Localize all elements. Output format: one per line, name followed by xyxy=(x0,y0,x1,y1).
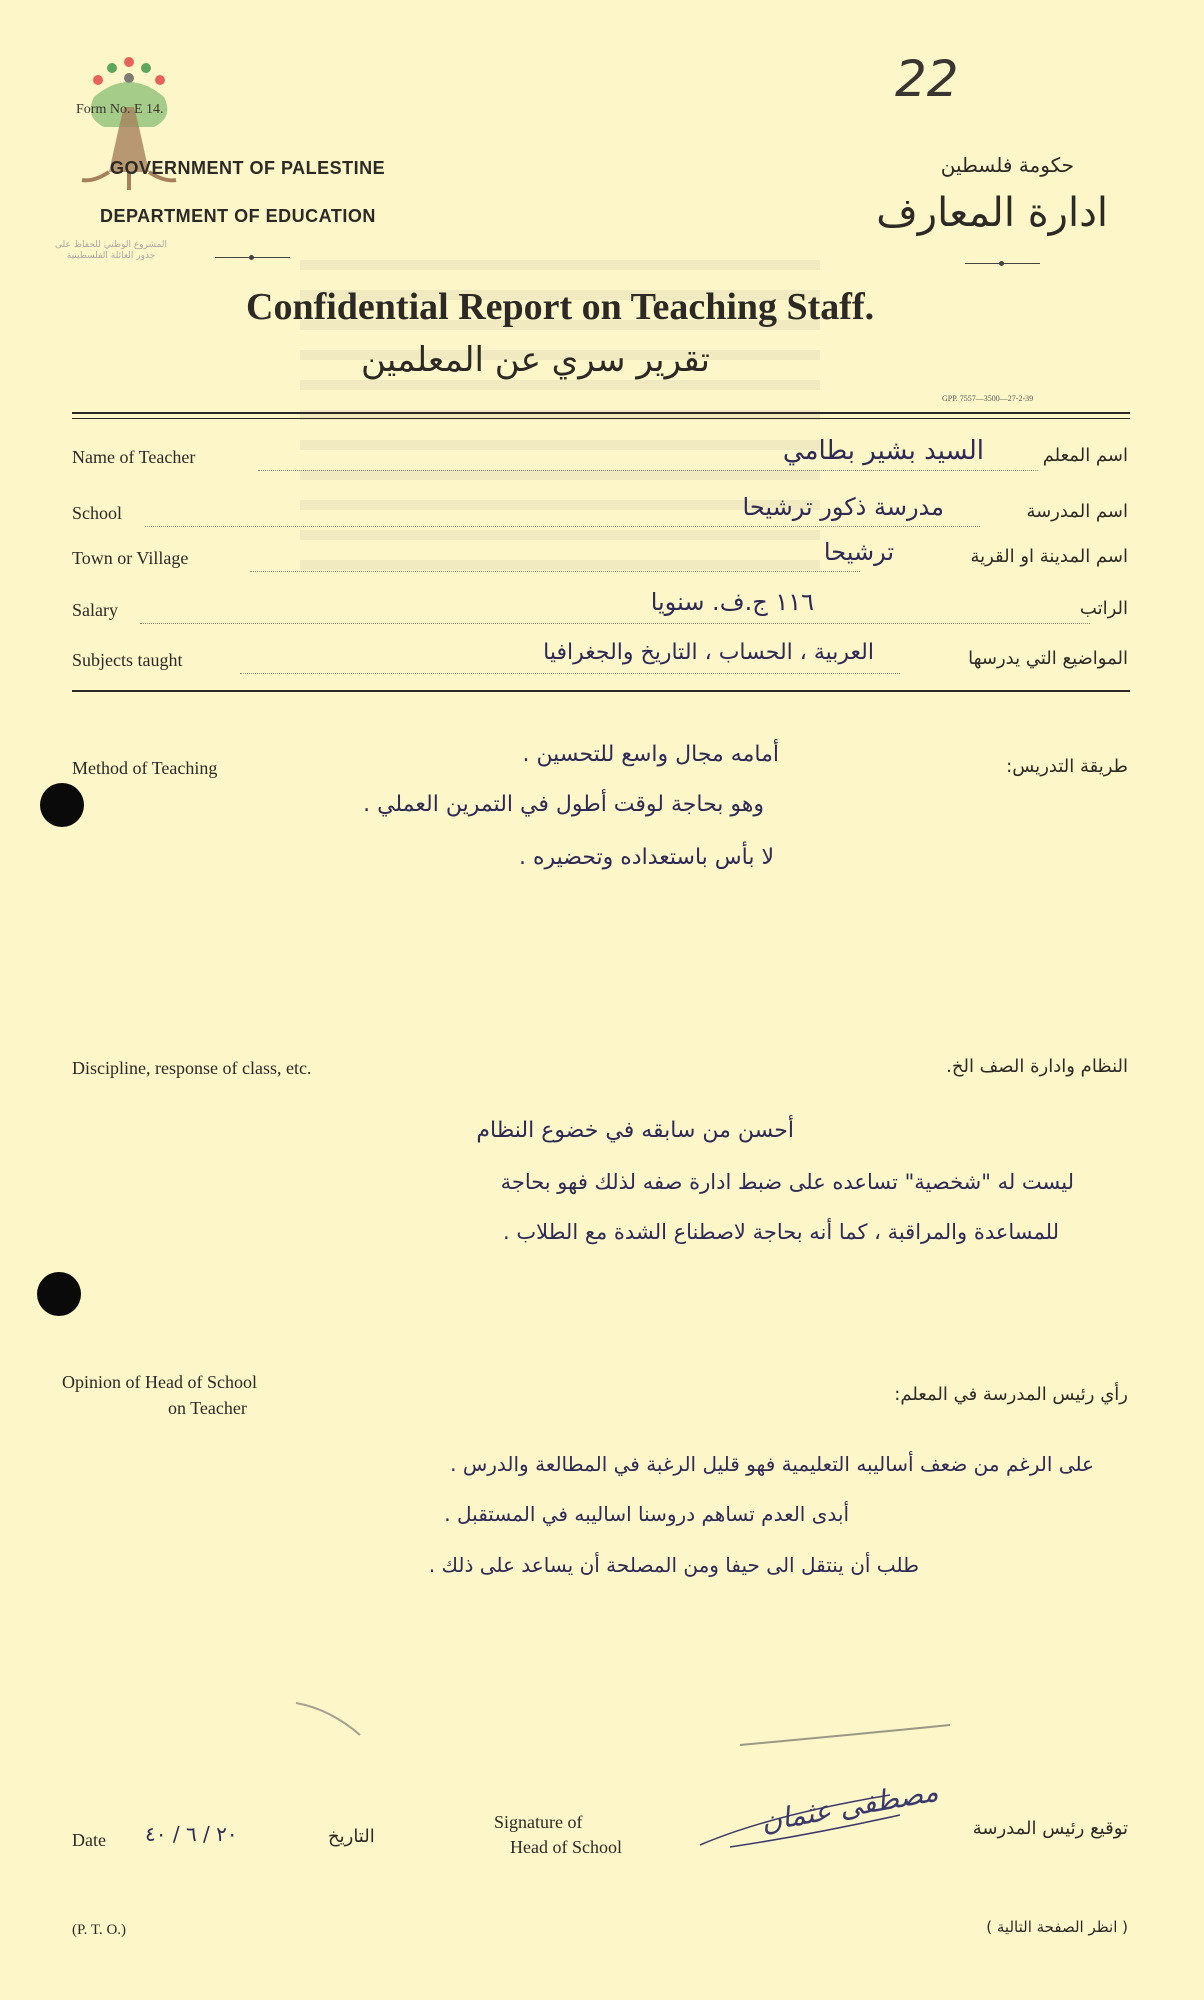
print-code: GPP. 7557—3500—27-2-39 xyxy=(942,394,1034,403)
field-label-en-teacher: Name of Teacher xyxy=(72,447,196,467)
field-line-school xyxy=(145,526,980,527)
government-arabic: حكومة فلسطين xyxy=(940,153,1074,177)
top-rule-thin xyxy=(72,418,1130,419)
punch-hole-top xyxy=(40,783,84,827)
field-label-ar-town: اسم المدينة او القرية xyxy=(970,546,1128,567)
field-line-subjects xyxy=(240,673,900,674)
field-line-town xyxy=(250,571,860,572)
opinion-label-english-1: Opinion of Head of School xyxy=(62,1372,257,1392)
date-label-arabic: التاريخ xyxy=(328,1826,375,1847)
head-signature: مصطفى عثمان xyxy=(758,1774,941,1839)
method-line-3: لا بأس باستعداده وتحضيره . xyxy=(518,845,774,870)
signature-label-english-1: Signature of xyxy=(494,1812,583,1832)
watermark-text: المشروع الوطني للحفاظ على جذور العائلة الفلسطينية xyxy=(54,240,167,261)
field-label-en-salary: Salary xyxy=(72,600,118,620)
fields-bottom-rule xyxy=(72,690,1130,692)
field-label-ar-subjects: المواضيع التي يدرسها xyxy=(968,648,1128,669)
field-label-en-school: School xyxy=(72,503,123,523)
discipline-line-3: للمساعدة والمراقبة ، كما أنه بحاجة لاصطناع الشدة مع الطلاب . xyxy=(503,1220,1059,1244)
department-arabic: ادارة المعارف xyxy=(876,190,1108,236)
discipline-label-english: Discipline, response of class, etc. xyxy=(72,1058,312,1078)
field-value-school: مدرسة ذكور ترشيحا xyxy=(742,493,944,521)
field-value-salary: ١١٦ ج.ف. سنويا xyxy=(650,588,814,616)
header-left-ornament xyxy=(215,257,290,258)
government-english: GOVERNMENT OF PALESTINE xyxy=(110,158,386,178)
method-label-english: Method of Teaching xyxy=(72,758,218,778)
method-label-arabic: طريقة التدريس: xyxy=(1006,756,1128,777)
discipline-label-arabic: النظام وادارة الصف الخ. xyxy=(946,1056,1128,1077)
watermark-logo xyxy=(74,52,184,202)
signature-label-arabic: توقيع رئيس المدرسة xyxy=(972,1818,1128,1839)
discipline-line-2: ليست له "شخصية" تساعده على ضبط ادارة صفه لذلك فهو بحاجة xyxy=(500,1170,1074,1194)
opinion-label-english-2: on Teacher xyxy=(168,1398,247,1418)
signature-flourish xyxy=(690,1775,920,1865)
field-label-ar-salary: الراتب xyxy=(1079,598,1128,619)
field-value-town: ترشيحا xyxy=(823,538,894,566)
pto-arabic: ( انظر الصفحة التالية ) xyxy=(986,1918,1128,1936)
footer-pen-strokes xyxy=(290,1695,970,1755)
opinion-line-2: أبدى العدم تساهم دروسنا اساليبه في المستقبل . xyxy=(444,1502,849,1526)
field-value-teacher: السيد بشير بطامي xyxy=(782,436,984,466)
field-line-salary xyxy=(140,623,1090,624)
field-label-ar-school: اسم المدرسة xyxy=(1026,501,1128,522)
department-english: DEPARTMENT OF EDUCATION xyxy=(100,206,376,226)
method-line-1: أمامه مجال واسع للتحسين . xyxy=(522,742,779,767)
page-number: 22 xyxy=(895,50,959,108)
field-label-en-town: Town or Village xyxy=(72,548,189,568)
method-line-2: وهو بحاجة لوقت أطول في التمرين العملي . xyxy=(363,792,764,817)
date-value: ٢٠ / ٦ / ٤٠ xyxy=(145,1822,238,1846)
opinion-line-1: على الرغم من ضعف أساليبه التعليمية فهو قليل الرغبة في المطالعة والدرس . xyxy=(450,1452,1094,1476)
top-rule-thick xyxy=(72,412,1130,414)
header-right-ornament xyxy=(965,263,1040,264)
report-title-arabic: تقرير سري عن المعلمين xyxy=(360,340,710,380)
date-label-english: Date xyxy=(72,1830,106,1850)
field-label-ar-teacher: اسم المعلم xyxy=(1042,445,1128,466)
signature-label-english-2: Head of School xyxy=(510,1837,622,1857)
field-value-subjects: العربية ، الحساب ، التاريخ والجغرافيا xyxy=(543,640,874,665)
opinion-label-arabic: رأي رئيس المدرسة في المعلم: xyxy=(894,1384,1128,1405)
punch-hole-bottom xyxy=(37,1272,81,1316)
opinion-line-3: طلب أن ينتقل الى حيفا ومن المصلحة أن يساعد على ذلك . xyxy=(428,1553,919,1577)
discipline-line-1: أحسن من سابقه في خضوع النظام xyxy=(476,1118,794,1143)
report-title-english: Confidential Report on Teaching Staff. xyxy=(246,286,875,328)
form-number: Form No. E 14. xyxy=(76,102,164,117)
field-line-teacher xyxy=(258,470,1038,471)
field-label-en-subjects: Subjects taught xyxy=(72,650,183,670)
pto-english: (P. T. O.) xyxy=(72,1922,127,1938)
